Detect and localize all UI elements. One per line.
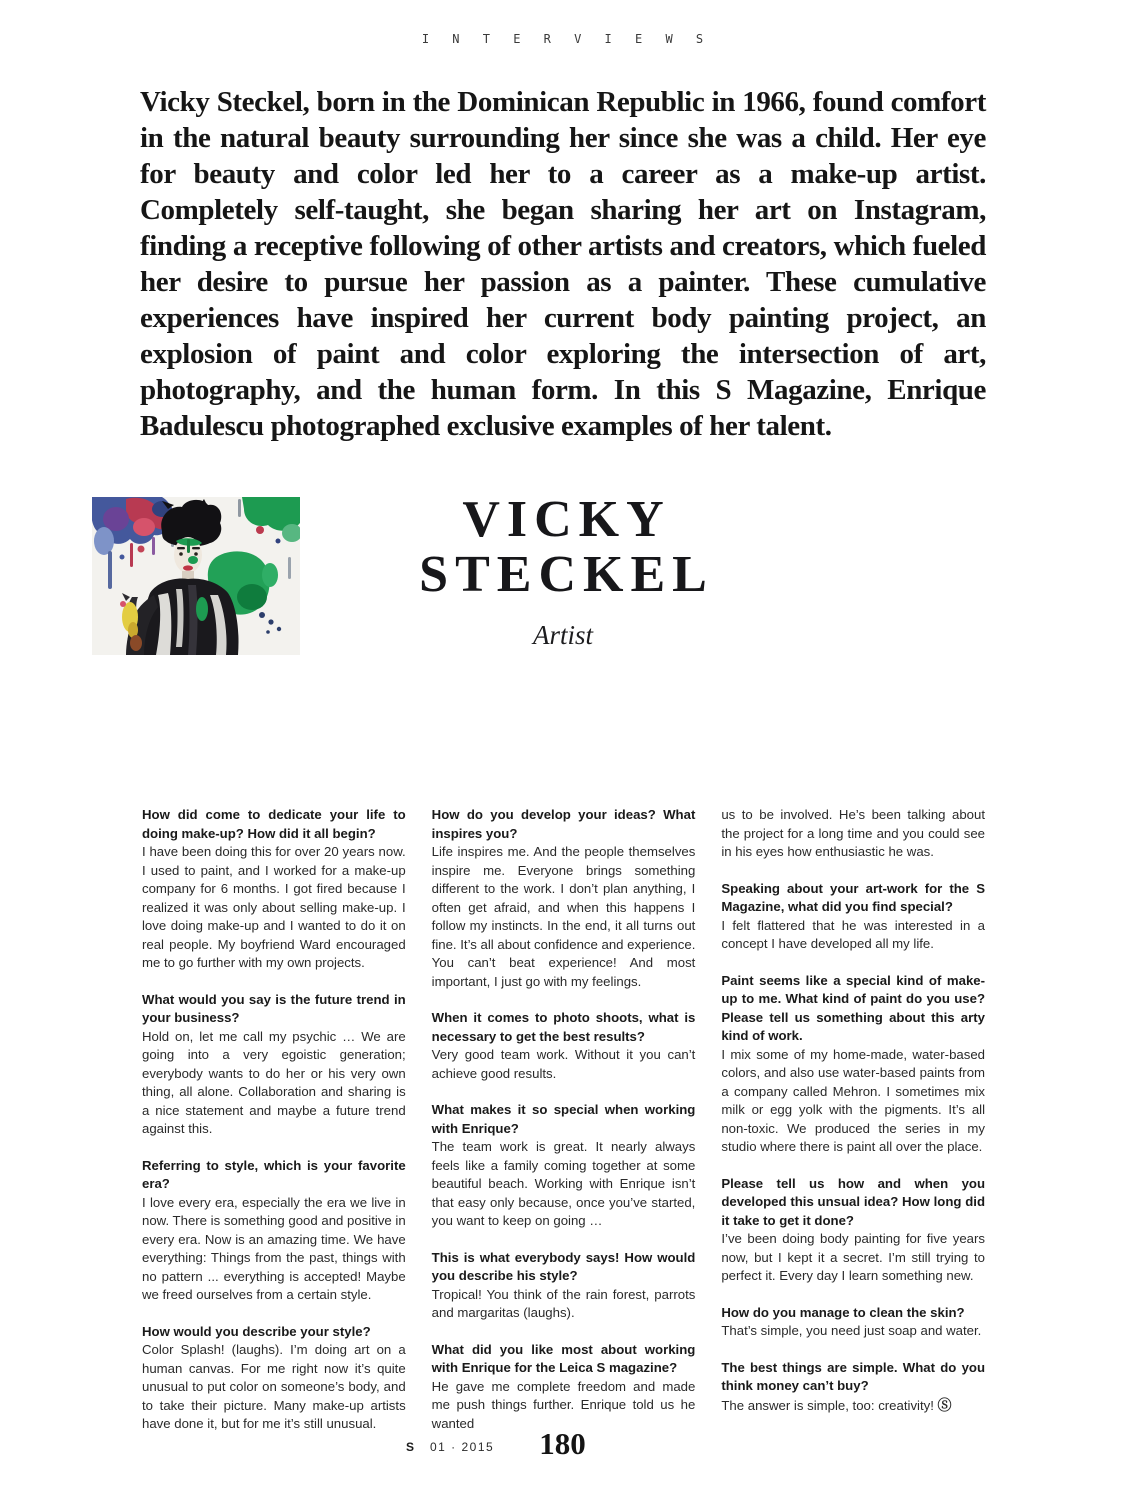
answer: The team work is great. It nearly always feels like a family coming together at some beautiful beach. Working with Enrique isn’t that easy only because, once you’ve started, you want to keep on going … <box>431 1139 696 1228</box>
qa-block <box>432 1249 696 1323</box>
answer: I love every era, especially the era we live in now. There is something good and positive in every era. Now is an amazing time. We have everything: Things from the past, things with no pattern ... everything is accepted! Maybe we freed ourselves from a certain style. <box>142 1194 406 1302</box>
title-last-name: STECKEL <box>419 546 714 603</box>
answer-continuation: us to be involved. He’s been talking about the project for a long time and you could see in his eyes how enthusiastic he was. <box>721 807 986 859</box>
intro-paragraph: Vicky Steckel, born in the Dominican Republic in 1966, found comfort in the natural beauty surrounding her since she was a child. Her eye for beauty and color led her to a career as a make-up artist. Completely self-taught, she began sharing her art on Instagram, finding a receptive following of other artists and creators, which fueled her desire to pursue her passion as a painter. These cumulative experiences have inspired her current body painting project, an explosion of paint and color exploring the intersection of art, photography, and the human form. In this S Magazine, Enrique Badulescu photographed exclusive examples of her talent. <box>140 86 986 442</box>
answer: Tropical! You think of the rain forest, parrots and margaritas (laughs). <box>431 1286 696 1320</box>
qa-block <box>142 1323 406 1434</box>
answer <box>721 1396 985 1416</box>
footer-page-number: 180 <box>539 1426 586 1461</box>
qa-block <box>721 806 985 862</box>
question: Speaking about your art-work for the S Magazine, what did you find special? <box>721 880 986 914</box>
question: The best things are simple. What do you think money can’t buy? <box>721 1359 986 1393</box>
qa-block <box>142 806 406 973</box>
qa-block <box>142 991 406 1139</box>
answer: Hold on, let me call my psychic … We are going into a very egoistic generation; everybody wants to do her or his very own thing, all alone. Collaboration and sharing is a nice statement and maybe a future trend against this. <box>142 1028 406 1136</box>
answer-text: The answer is simple, too: creativity! <box>721 1397 938 1413</box>
qa-block <box>721 1304 985 1341</box>
qa-block <box>721 972 985 1157</box>
question: When it comes to photo shoots, what is necessary to get the best results? <box>431 1010 696 1044</box>
question: This is what everybody says! How would you describe his style? <box>431 1249 696 1283</box>
footer-magazine-mark: S <box>406 1440 415 1454</box>
answer: Life inspires me. And the people themselves inspire me. Everyone brings something different to the work. I don’t plan anything, I often get afraid, and when this happens I follow my instincts. In the end, it all turns out fine. It’s all about confidence and experience. You can’t beat experience! And most important, I just go with my feelings. <box>431 844 696 989</box>
question: How would you describe your style? <box>142 1323 371 1339</box>
question: What makes it so special when working with Enrique? <box>431 1102 696 1136</box>
question: How did come to dedicate your life to doing make-up? How did it all begin? <box>142 807 406 841</box>
qa-block <box>721 880 985 954</box>
question: Please tell us how and when you developed this unsual idea? How long did it take to get it done? <box>721 1175 986 1228</box>
answer: That’s simple, you need just soap and water. <box>721 1323 982 1338</box>
qa-block <box>432 1009 696 1083</box>
section-label: I N T E R V I E W S <box>421 32 712 46</box>
interview-column-1 <box>142 806 406 1452</box>
title-first-name: VICKY <box>462 491 671 548</box>
qa-block <box>721 1175 985 1286</box>
interview-column-2 <box>432 806 696 1452</box>
end-mark-s-icon: Ⓢ <box>937 1396 952 1413</box>
interview-columns <box>142 806 985 1452</box>
qa-block <box>721 1359 985 1416</box>
answer: Very good team work. Without it you can’t achieve good results. <box>431 1047 696 1081</box>
answer: I mix some of my home-made, water-based colors, and also use water-based paints from a company called Mehron. I sometimes mix milk or egg yolk with the pigments. It’s all non-toxic. We produced the series in my studio where there is paint all over the place. <box>721 1046 986 1154</box>
paint-portrait-illustration <box>92 497 300 655</box>
answer: I have been doing this for over 20 years now. I used to paint, and I worked for a make-up company for 6 months. I got fired because I realized it was only about selling make-up. I love doing make-up and I wanted to do it on real people. My boyfriend Ward encouraged me to go further with my own projects. <box>142 844 406 970</box>
subtitle-role: Artist <box>532 620 593 650</box>
question: How do you manage to clean the skin? <box>721 1304 965 1320</box>
answer: He gave me complete freedom and made me push things further. Enrique told us he wanted <box>431 1378 696 1431</box>
answer: Color Splash! (laughs). I’m doing art on a human canvas. For me right now it’s quite unusual to put color on someone’s body, and to take their picture. Many make-up artists have done it, but for me it’s still unusual. <box>142 1342 406 1431</box>
footer-issue-date: 01 · 2015 <box>430 1440 495 1454</box>
question: Referring to style, which is your favorite era? <box>142 1157 406 1191</box>
answer: I felt flattered that he was interested in a concept I have developed all my life. <box>721 917 986 951</box>
feature-title-block <box>340 492 786 651</box>
portrait-photo <box>92 497 300 655</box>
qa-block <box>432 1101 696 1231</box>
qa-block <box>432 806 696 991</box>
question: How do you develop your ideas? What inspires you? <box>431 807 696 841</box>
qa-block <box>142 1157 406 1305</box>
interview-column-3 <box>721 806 985 1452</box>
question: What did you like most about working with Enrique for the Leica S magazine? <box>431 1341 696 1375</box>
answer: I’ve been doing body painting for five years now, but I kept it a secret. I’m still trying to perfect it. Every day I learn something new. <box>721 1231 986 1283</box>
question: What would you say is the future trend in your business? <box>142 991 406 1025</box>
qa-block <box>432 1341 696 1434</box>
question: Paint seems like a special kind of make-up to me. What kind of paint do you use? Please tell us something about this arty kind of work. <box>721 972 986 1043</box>
